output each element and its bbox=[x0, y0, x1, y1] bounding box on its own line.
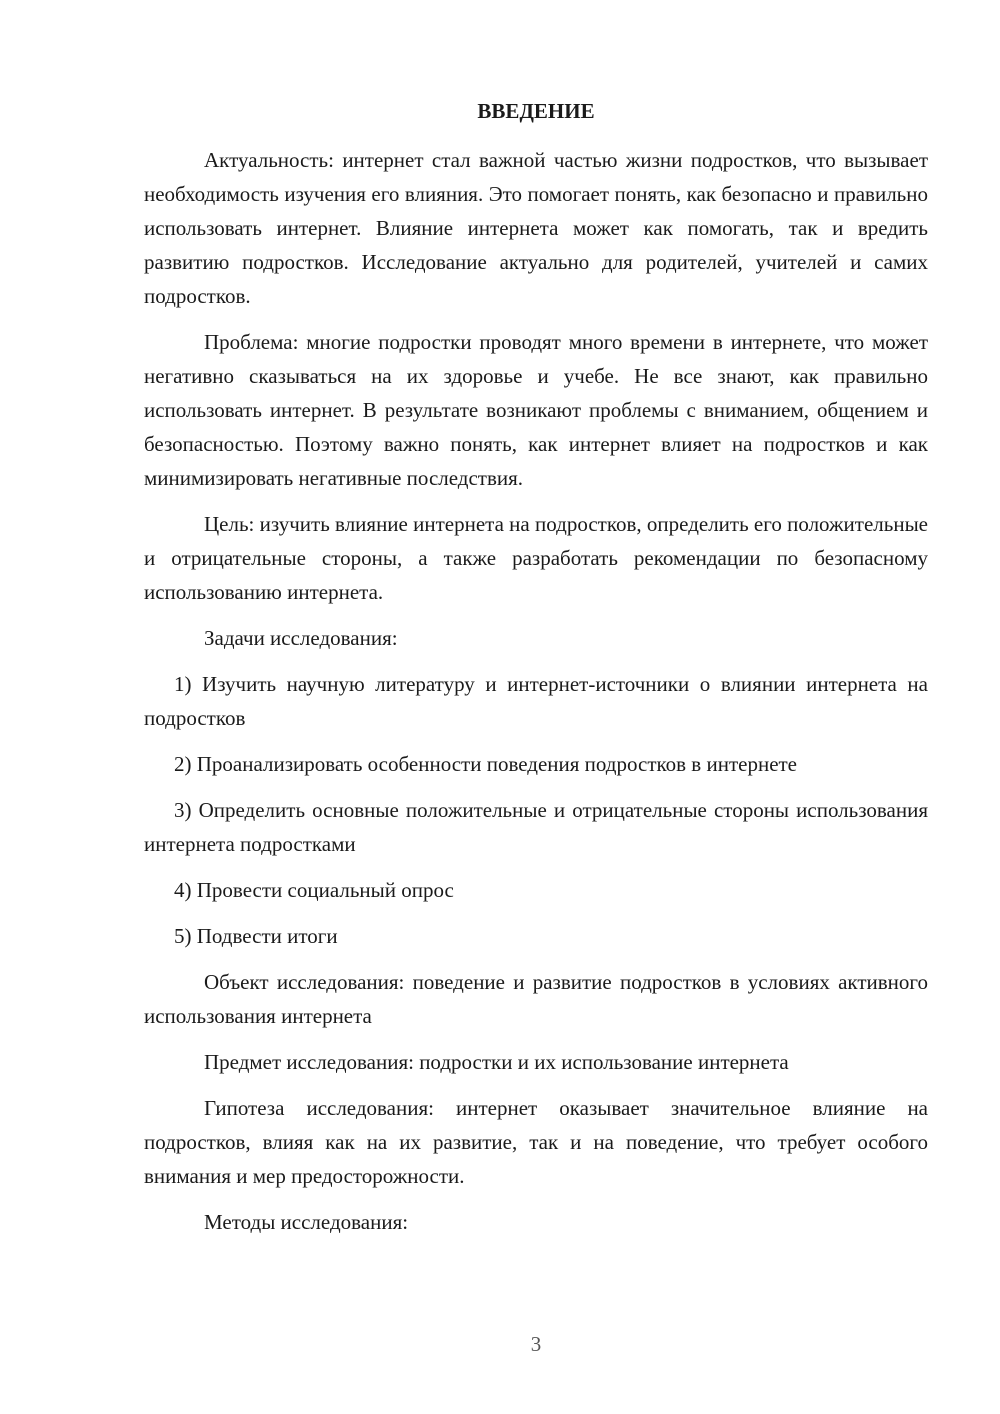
paragraph-hypothesis: Гипотеза исследования: интернет оказывает значительное влияние на подростков, влияя как на их развитие, так и на поведение, что требует особого внимания и мер предосторожности. bbox=[144, 1096, 928, 1188]
task-item-4: 4) Провести социальный опрос bbox=[174, 878, 454, 902]
tasks-heading: Задачи исследования: bbox=[204, 626, 398, 650]
document-body bbox=[144, 143, 928, 1251]
task-item-1: 1) Изучить научную литературу и интернет-источники о влиянии интернета на подростков bbox=[144, 672, 928, 730]
methods-heading: Методы исследования: bbox=[204, 1210, 409, 1234]
paragraph-subject: Предмет исследования: подростки и их использование интернета bbox=[204, 1050, 789, 1074]
document-title: ВВЕДЕНИЕ bbox=[477, 99, 595, 123]
paragraph-goal: Цель: изучить влияние интернета на подростков, определить его положительные и отрицательные стороны, а также разработать рекомендации по безопасному использованию интернета. bbox=[144, 512, 928, 604]
task-item-3: 3) Определить основные положительные и отрицательные стороны использования интернета подростками bbox=[144, 798, 928, 856]
page-number: 3 bbox=[530, 1332, 542, 1356]
task-item-5: 5) Подвести итоги bbox=[174, 924, 338, 948]
document-page bbox=[144, 0, 928, 1414]
paragraph-problem: Проблема: многие подростки проводят много времени в интернете, что может негативно сказываться на их здоровье и учебе. Не все знают, как правильно использовать интернет. В результате возникают проблемы с вниманием, общением и безопасностью. Поэтому важно понять, как интернет влияет на подростков и как минимизировать негативные последствия. bbox=[144, 330, 928, 490]
task-item-2: 2) Проанализировать особенности поведения подростков в интернете bbox=[174, 752, 798, 776]
paragraph-object: Объект исследования: поведение и развитие подростков в условиях активного использования интернета bbox=[144, 970, 928, 1028]
paragraph-relevance: Актуальность: интернет стал важной частью жизни подростков, что вызывает необходимость изучения его влияния. Это помогает понять, как безопасно и правильно использовать интернет. Влияние интернета может как помогать, так и вредить развитию подростков. Исследование актуально для родителей, учителей и самих подростков. bbox=[144, 148, 928, 308]
